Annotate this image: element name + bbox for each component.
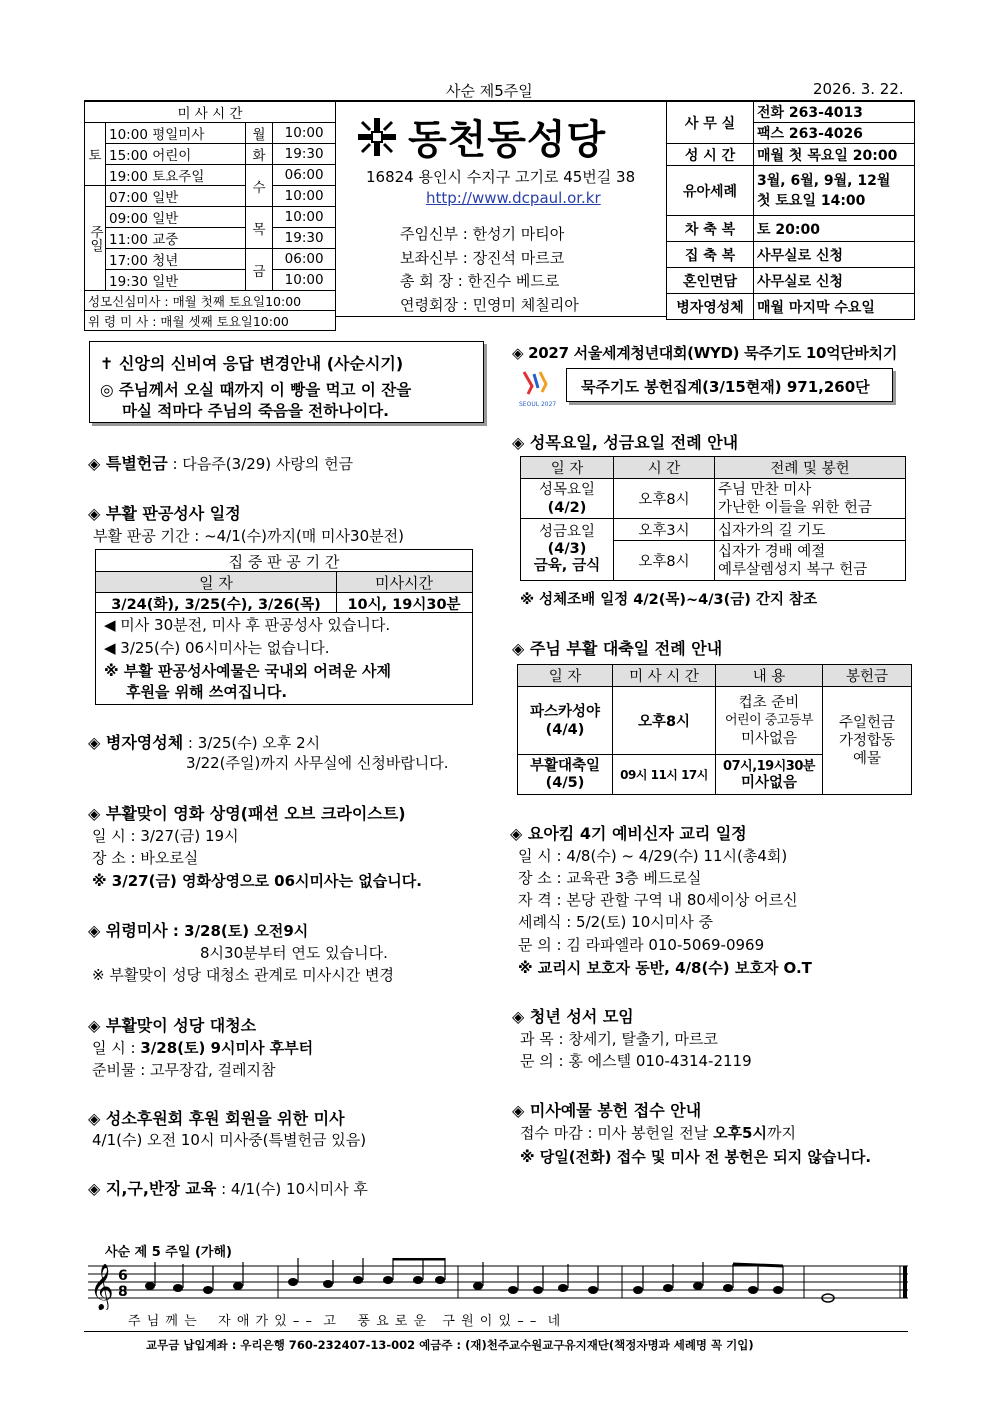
liturgy-time: 오후8시 — [613, 687, 716, 755]
liturgy-day: 성목요일 — [538, 481, 596, 498]
mass-header: 미 사 시 간 — [85, 102, 336, 123]
mass-day: 월 — [245, 123, 272, 144]
section-title: ◈ 성목요일, 성금요일 전례 안내 — [512, 433, 739, 452]
col-header: 시 간 — [614, 457, 715, 479]
leader-education — [88, 1176, 368, 1199]
office-key: 차 축 복 — [667, 216, 754, 242]
col-header: 일 자 — [199, 574, 233, 592]
staff-role: 주임신부 — [400, 225, 458, 243]
liturgy-content: 미사없음 — [740, 730, 798, 747]
church-website-link[interactable]: http://www.dcpaul.or.kr — [426, 189, 601, 207]
music-lyrics: 주 님 께 는 자 애 가 있 – – 고 풍 요 로 운 구 원 이 있 – – 네 — [128, 1314, 562, 1329]
cleaning-line — [92, 1037, 313, 1058]
col-header: 봉헌금 — [823, 665, 912, 687]
offering-type: 예물 — [852, 750, 881, 767]
liturgy-day: 부활대축일 — [529, 757, 601, 774]
confession-note: ◀ 미사 30분전, 미사 후 판공성사 있습니다. — [104, 616, 391, 634]
bulletin-date: 2026. 3. 22. — [813, 80, 904, 98]
church-name: 동천동성당 — [408, 117, 607, 163]
section-text: : 3/28(토) 오전9시 — [167, 922, 309, 940]
section-title: ◈ 위령미사 — [88, 921, 168, 940]
section-text: 까지 — [766, 1124, 796, 1142]
office-value: 전화 263-4013 — [754, 102, 915, 123]
mass-time: 10:00 — [273, 123, 336, 144]
section-text: 자 격 : 본당 관할 구역 내 80세이상 어르신 — [518, 891, 798, 909]
section-text: 장 소 : 교육관 3층 베드로실 — [518, 869, 702, 887]
section-text: 일 시 : 4/8(수) ~ 4/29(수) 11시(총4회) — [518, 847, 788, 865]
wyd-logo-text: SEOUL 2027 — [519, 401, 557, 408]
section-title: ◈ 병자영성체 — [88, 733, 184, 752]
special-offering — [88, 451, 353, 474]
office-value: 사무실로 신청 — [754, 242, 915, 268]
wyd-logo-icon — [520, 368, 550, 402]
office-value: 사무실로 신청 — [754, 268, 915, 294]
liturgy-time: 오후8시 — [614, 541, 715, 581]
rosary-count-box — [566, 368, 893, 402]
office-value: 매월 첫 목요일 20:00 — [754, 144, 915, 166]
office-value: 매월 마지막 수요일 — [754, 294, 915, 320]
mass-day: 금 — [245, 249, 272, 291]
office-key: 병자영성체 — [667, 294, 754, 320]
office-key: 성 시 간 — [667, 144, 754, 166]
easter-liturgy-table — [517, 664, 912, 795]
faith-line: 마실 적마다 주님의 죽음을 전하나이다. — [122, 402, 390, 420]
liturgy-note: 금육, 금식 — [533, 558, 601, 574]
liturgy-content: 십자가의 길 기도 — [715, 519, 906, 541]
section-text: 3/22(주일)까지 사무실에 신청바랍니다. — [186, 754, 449, 772]
office-value: 팩스 263-4026 — [754, 123, 915, 144]
confession-date: 3/24(화), 3/25(수), 3/26(목) — [111, 597, 321, 613]
section-title: ◈ 부활맞이 성당 대청소 — [88, 1016, 257, 1035]
col-header: 일 자 — [518, 665, 613, 687]
liturgy-content: 예루살렘성지 복구 헌금 — [718, 561, 868, 578]
offering-type: 주일헌금 — [838, 714, 896, 731]
office-key: 혼인면담 — [667, 268, 754, 294]
confession-box — [95, 549, 473, 705]
office-key: 유아세례 — [667, 166, 754, 216]
sun-label: 주일 — [85, 186, 106, 291]
section-text: 장 소 : 바오로실 — [92, 849, 199, 867]
mass-time: 09:00 일반 — [106, 207, 246, 228]
church-address: 16824 용인시 수지구 고기로 45번길 38 — [366, 168, 636, 186]
music-staff — [88, 1258, 908, 1310]
section-title: ◈ 미사예물 봉헌 접수 안내 — [512, 1101, 702, 1120]
office-info-table — [666, 101, 915, 320]
liturgy-time: 09시 11시 17시 — [613, 755, 716, 795]
section-text: 문 의 : 홍 에스텔 010-4314-2119 — [520, 1052, 752, 1070]
footer-account-info: 교무금 납입계좌 : 우리은행 760-232407-13-002 예금주 : (재)천주교수원교구유지재단(책정자명과 세례명 꼭 기입) — [146, 1338, 754, 1352]
section-text: 일 시 : 3/27(금) 19시 — [92, 827, 239, 845]
office-value: 첫 토요일 14:00 — [757, 192, 866, 209]
section-text: 문 의 : 김 라파엘라 010-5069-0969 — [518, 936, 765, 954]
box-title: 집 중 판 공 기 간 — [228, 553, 340, 571]
liturgy-day: 파스카성야 — [529, 703, 601, 720]
mass-day: 수 — [245, 165, 272, 207]
section-title: ◈ 주님 부활 대축일 전례 안내 — [512, 639, 723, 658]
liturgy-date: (4/3) — [547, 541, 587, 557]
section-text: 일 시 : — [92, 1039, 141, 1057]
treble-clef-icon: 𝄞 — [90, 1264, 114, 1310]
section-title: ◈ 부활맞이 영화 상영(패션 오브 크라이스트) — [88, 804, 406, 823]
col-header: 내 용 — [716, 665, 823, 687]
section-title: ◈ 청년 성서 모임 — [512, 1007, 634, 1026]
section-text: ※ 교리시 보호자 동반, 4/8(수) 보호자 O.T — [518, 959, 812, 977]
liturgy-time: 오후8시 — [614, 479, 715, 519]
mass-time: 17:00 청년 — [106, 249, 246, 270]
section-title: ◈ 부활 판공성사 일정 — [88, 504, 241, 523]
section-text: ※ 부활맞이 성당 대청소 관계로 미사시간 변경 — [92, 966, 394, 984]
mass-time: 06:00 — [273, 249, 336, 270]
section-text: 준비물 : 고무장갑, 걸레지참 — [92, 1061, 276, 1079]
section-text: 세례식 : 5/2(토) 10시미사 중 — [518, 913, 713, 931]
staff-list: 주임신부 : 한성기 마티아 보좌신부 : 장진석 마르코 총 회 장 : 한진수 베드로 연령회장 : 민영미 체칠리아 — [400, 225, 579, 314]
staff-name: 민영미 체칠리아 — [472, 295, 579, 314]
mass-time: 10:00 — [273, 207, 336, 228]
music-title: 사순 제 5 주일 (가해) — [105, 1245, 232, 1260]
requiem-mass — [88, 918, 308, 941]
mass-time: 15:00 어린이 — [106, 144, 246, 165]
sat-label: 토 — [85, 123, 106, 186]
section-title: ◈ 특별헌금 — [88, 454, 168, 473]
liturgy-content: 07시,19시30분 — [723, 758, 815, 774]
section-text: 3/28(토) 9시미사 후부터 — [140, 1039, 314, 1057]
sick-communion — [88, 730, 320, 753]
row-rule — [96, 612, 472, 613]
confession-note: ◀ 3/25(수) 06시미사는 없습니다. — [104, 639, 330, 657]
liturgy-time: 오후3시 — [614, 519, 715, 541]
mass-time: 19:30 — [273, 228, 336, 249]
section-text: : 다음주(3/29) 사랑의 헌금 — [167, 455, 354, 473]
staff-role: 연령회장 — [400, 295, 458, 314]
office-key: 사 무 실 — [667, 102, 754, 144]
section-title: ◈ 요아킴 4기 예비신자 교리 일정 — [510, 824, 747, 843]
liturgy-content: 컵초 준비 — [738, 694, 800, 711]
faith-title: ✝ 신앙의 신비여 응답 변경안내 (사순시기) — [100, 354, 404, 373]
liturgy-content: 어린이 중고등부 — [724, 712, 814, 728]
col-header: 전례 및 봉헌 — [715, 457, 906, 479]
confession-time: 10시, 19시30분 — [347, 597, 461, 613]
col-header: 미 사 시 간 — [613, 665, 716, 687]
mass-time: 11:00 교중 — [106, 228, 246, 249]
staff-role: 보좌신부 — [400, 248, 458, 267]
rosary-count: 묵주기도 봉헌집계(3/15현재) 971,260단 — [581, 378, 870, 396]
mass-day: 화 — [245, 144, 272, 165]
mass-time: 19:30 — [273, 144, 336, 165]
church-header — [336, 101, 666, 317]
mass-time: 10:00 — [273, 270, 336, 291]
adoration-note: ※ 성체조배 일정 4/2(목)~4/3(금) 간지 참조 — [520, 592, 818, 608]
mass-day: 목 — [245, 207, 272, 249]
mass-extra: 위 령 미 사 : 매월 셋째 토요일10:00 — [85, 311, 336, 331]
liturgy-date: (4/4) — [545, 721, 585, 738]
liturgy-content: 주님 만찬 미사 — [718, 481, 812, 498]
cross-logo-icon — [356, 116, 398, 158]
section-title: ◈ 지,구,반장 교육 — [88, 1179, 217, 1198]
section-title: ◈ 성소후원회 후원 회원을 위한 미사 — [88, 1109, 345, 1128]
liturgy-content: 가난한 이들을 위한 헌금 — [718, 499, 872, 516]
svg-text:8: 8 — [118, 1284, 128, 1300]
staff-role: 총 회 장 — [400, 272, 454, 290]
confession-note: 후원을 위해 쓰여집니다. — [126, 683, 288, 701]
office-key: 집 축 복 — [667, 242, 754, 268]
confession-note: ※ 부활 판공성사예물은 국내외 어려운 사제 — [104, 662, 392, 680]
section-text: 8시30분부터 연도 있습니다. — [200, 944, 388, 962]
offering-deadline — [520, 1122, 796, 1143]
mass-time: 07:00 일반 — [106, 186, 246, 207]
confession-period: 부활 판공 기간 : ~4/1(수)까지(매 미사30분전) — [93, 527, 404, 545]
liturgical-week: 사순 제5주일 — [446, 82, 533, 100]
holy-thursday-friday-table — [520, 456, 906, 581]
section-text: ※ 당일(전화) 접수 및 미사 전 봉헌은 되지 않습니다. — [520, 1148, 872, 1166]
section-text: 4/1(수) 오전 10시 미사중(특별헌금 있음) — [92, 1131, 367, 1149]
section-text: : 4/1(수) 10시미사 후 — [216, 1180, 368, 1198]
liturgy-content: 십자가 경배 예절 — [718, 543, 826, 560]
col-header: 미사시간 — [375, 574, 433, 592]
section-text: 오후5시 — [713, 1124, 767, 1142]
mass-schedule-table — [84, 101, 336, 331]
footer-rule — [84, 1331, 908, 1332]
faith-line: ◎ 주님께서 오실 때까지 이 빵을 먹고 이 잔을 — [100, 381, 412, 399]
mass-time: 19:30 일반 — [106, 270, 246, 291]
section-text: ※ 3/27(금) 영화상영으로 06시미사는 없습니다. — [92, 872, 422, 890]
mass-time: 10:00 평일미사 — [106, 123, 246, 144]
mass-extra: 성모신심미사 : 매월 첫째 토요일10:00 — [85, 291, 336, 311]
faith-notice-box — [89, 341, 484, 423]
liturgy-content: 미사없음 — [740, 774, 798, 791]
mass-time: 10:00 — [273, 186, 336, 207]
staff-name: 한성기 마티아 — [472, 225, 565, 243]
staff-name: 장진석 마르코 — [472, 248, 565, 267]
section-text: : 3/25(수) 오후 2시 — [183, 734, 321, 752]
offering-type: 가정합동 — [838, 732, 896, 749]
liturgy-day: 성금요일 — [538, 524, 596, 540]
mass-time: 19:00 토요주일 — [106, 165, 246, 186]
liturgy-date: (4/5) — [545, 774, 585, 791]
section-text: 접수 마감 : 미사 봉헌일 전날 — [520, 1124, 714, 1142]
office-value: 3월, 6월, 9월, 12월 — [757, 172, 891, 189]
liturgy-date: (4/2) — [547, 499, 587, 516]
mass-time: 06:00 — [273, 165, 336, 186]
col-header: 일 자 — [521, 457, 614, 479]
section-text: 과 목 : 창세기, 탈출기, 마르코 — [520, 1030, 718, 1048]
staff-name: 한진수 베드로 — [467, 272, 560, 290]
svg-text:6: 6 — [118, 1268, 128, 1284]
section-title: ◈ 2027 서울세계청년대회(WYD) 묵주기도 10억단바치기 — [512, 344, 898, 362]
office-value: 토 20:00 — [754, 216, 915, 242]
